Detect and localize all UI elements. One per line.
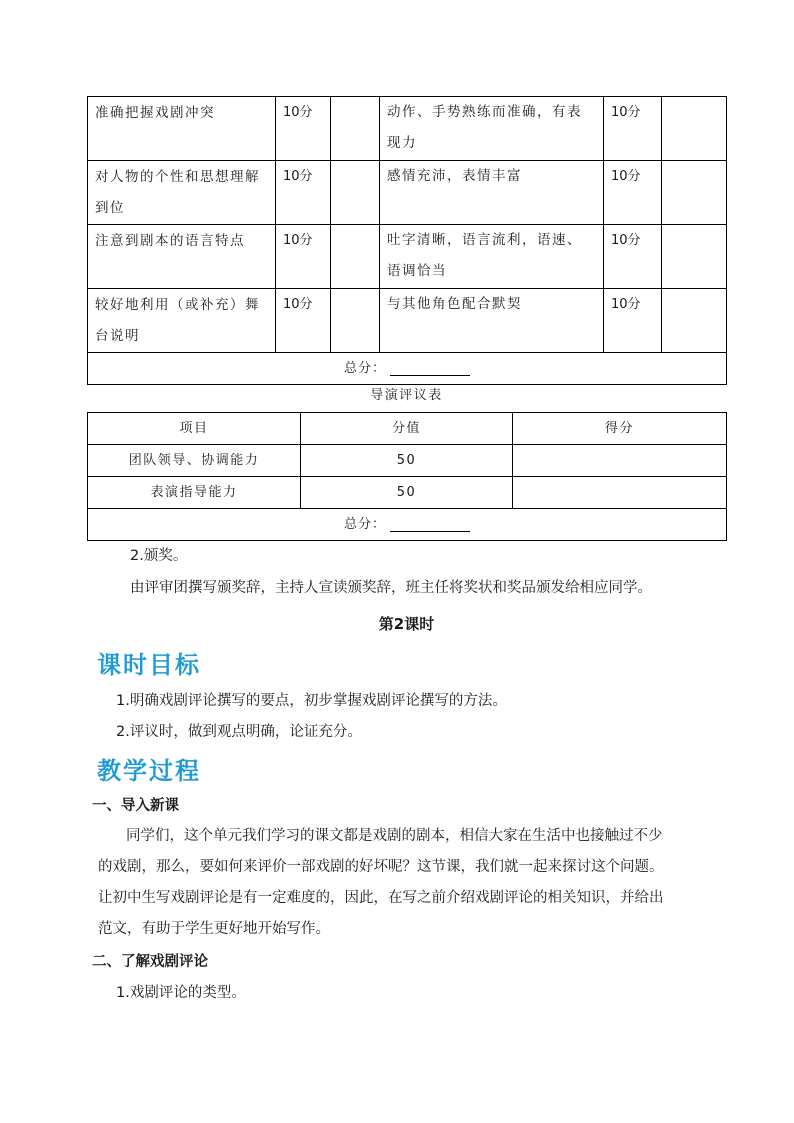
points-cell: 10分 <box>604 289 662 353</box>
column-header: 得分 <box>513 413 727 445</box>
paragraph-line: 让初中生写戏剧评论是有一定难度的，因此，在写之前介绍戏剧评论的相关知识，并给出 <box>98 890 664 906</box>
score-cell[interactable] <box>662 97 727 161</box>
table-header-row <box>88 413 727 445</box>
score-cell[interactable] <box>331 225 380 289</box>
actor-score-table <box>87 96 727 385</box>
criterion-cell: 较好地利用（或补充）舞台说明 <box>88 289 276 353</box>
criterion-cell: 动作、手势熟练而准确，有表现力 <box>380 97 604 161</box>
criterion-cell: 准确把握戏剧冲突 <box>88 97 276 161</box>
score-cell[interactable] <box>331 97 380 161</box>
paragraph-line: 的戏剧，那么，要如何来评价一部戏剧的好坏呢？这节课，我们就一起来探讨这个问题。 <box>98 859 664 875</box>
award-text: 由评审团撰写颁奖辞，主持人宣读颁奖辞，班主任将奖状和奖品颁发给相应同学。 <box>130 580 652 596</box>
table-row <box>88 225 727 289</box>
points-cell: 10分 <box>604 161 662 225</box>
points-cell: 10分 <box>276 97 331 161</box>
total-blank-field[interactable] <box>390 359 470 376</box>
criterion-cell: 对人物的个性和思想理解到位 <box>88 161 276 225</box>
total-label: 总分： <box>343 517 386 532</box>
total-blank-field[interactable] <box>390 515 470 532</box>
lesson-title: 第2课时 <box>378 615 435 633</box>
points-cell: 10分 <box>604 225 662 289</box>
table-row <box>88 445 727 477</box>
item-cell: 团队领导、协调能力 <box>88 445 301 477</box>
criterion-cell: 注意到剧本的语言特点 <box>88 225 276 289</box>
value-cell: 50 <box>301 477 513 509</box>
director-score-table <box>87 412 727 541</box>
item-cell: 表演指导能力 <box>88 477 301 509</box>
score-cell[interactable] <box>662 289 727 353</box>
table-row <box>88 97 727 161</box>
points-cell: 10分 <box>276 161 331 225</box>
total-row <box>88 509 727 541</box>
section-heading: 二、了解戏剧评论 <box>92 954 208 970</box>
process-title: 教学过程 <box>97 757 201 785</box>
table-row <box>88 289 727 353</box>
goals-title: 课时目标 <box>97 651 201 679</box>
total-label: 总分： <box>343 361 386 376</box>
total-row <box>88 353 727 385</box>
score-cell[interactable] <box>331 289 380 353</box>
goal-item: 1.明确戏剧评论撰写的要点，初步掌握戏剧评论撰写的方法。 <box>116 693 507 709</box>
score-cell[interactable] <box>662 161 727 225</box>
paragraph-line: 范文，有助于学生更好地开始写作。 <box>98 921 330 937</box>
points-cell: 10分 <box>276 225 331 289</box>
table-row <box>88 161 727 225</box>
score-cell[interactable] <box>662 225 727 289</box>
criterion-cell: 吐字清晰，语言流利，语速、语调恰当 <box>380 225 604 289</box>
paragraph-line: 同学们，这个单元我们学习的课文都是戏剧的剧本，相信大家在生活中也接触过不少 <box>126 828 663 844</box>
award-heading: 2.颁奖。 <box>130 548 188 564</box>
criterion-cell: 感情充沛，表情丰富 <box>380 161 604 225</box>
column-header: 项目 <box>88 413 301 445</box>
score-cell[interactable] <box>331 161 380 225</box>
goal-item: 2.评议时，做到观点明确，论证充分。 <box>116 724 362 740</box>
table-row <box>88 477 727 509</box>
score-cell[interactable] <box>513 445 727 477</box>
column-header: 分值 <box>301 413 513 445</box>
value-cell: 50 <box>301 445 513 477</box>
section-heading: 一、导入新课 <box>92 798 179 814</box>
total-cell <box>88 509 727 541</box>
total-cell <box>88 353 727 385</box>
list-item: 1.戏剧评论的类型。 <box>116 985 246 1001</box>
criterion-cell: 与其他角色配合默契 <box>380 289 604 353</box>
director-table-title: 导演评议表 <box>370 388 443 403</box>
points-cell: 10分 <box>604 97 662 161</box>
score-cell[interactable] <box>513 477 727 509</box>
points-cell: 10分 <box>276 289 331 353</box>
